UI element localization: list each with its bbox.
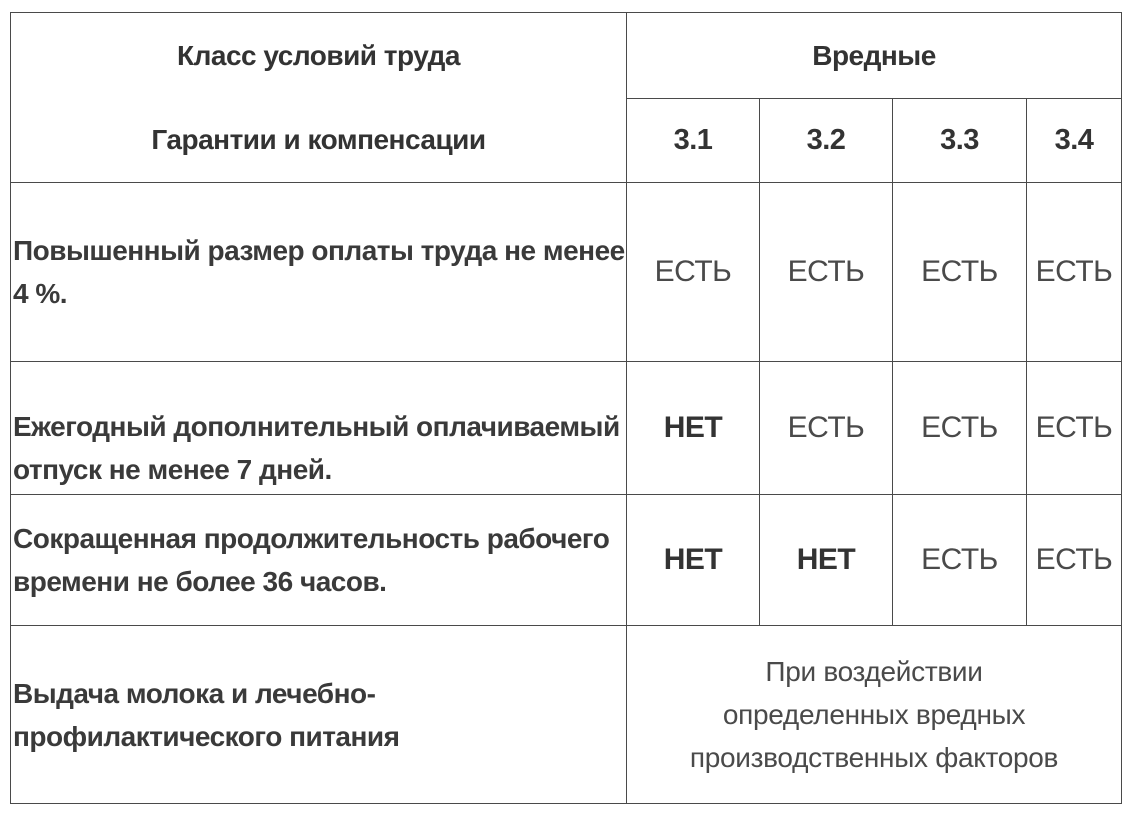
cell-value: НЕТ bbox=[627, 362, 760, 495]
table-row bbox=[11, 626, 1122, 804]
cell-value: ЕСТЬ bbox=[627, 183, 760, 362]
row-label-reduced-hours: Сокращенная продолжительность рабочего времени не более 36 часов. bbox=[11, 495, 627, 626]
cell-value: ЕСТЬ bbox=[1027, 495, 1122, 626]
table-row bbox=[11, 362, 1122, 495]
header-class-3-2: 3.2 bbox=[760, 99, 893, 183]
cell-value: ЕСТЬ bbox=[760, 362, 893, 495]
header-guarantees-compensations: Гарантии и компенсации bbox=[151, 123, 486, 155]
cell-value: ЕСТЬ bbox=[893, 495, 1027, 626]
cell-value: ЕСТЬ bbox=[1027, 183, 1122, 362]
merged-note-cell bbox=[627, 626, 1122, 804]
cell-value: ЕСТЬ bbox=[760, 183, 893, 362]
cell-value: ЕСТЬ bbox=[893, 362, 1027, 495]
cell-value: ЕСТЬ bbox=[893, 183, 1027, 362]
note-line: При воздействии bbox=[765, 656, 983, 687]
header-working-conditions-class: Класс условий труда bbox=[177, 39, 460, 71]
row-label-pay-increase: Повышенный размер оплаты труда не менее 4 %. bbox=[11, 183, 627, 362]
header-class-3-1: 3.1 bbox=[627, 99, 760, 183]
header-group-harmful: Вредные bbox=[627, 13, 1122, 99]
table-row bbox=[11, 495, 1122, 626]
table-row bbox=[11, 183, 1122, 362]
cell-value: НЕТ bbox=[760, 495, 893, 626]
guarantees-table bbox=[10, 12, 1122, 804]
note-line: производственных факторов bbox=[689, 742, 1059, 773]
header-class-3-3: 3.3 bbox=[893, 99, 1027, 183]
row-label-extra-leave: Ежегодный дополнительный оплачиваемый отпуск не менее 7 дней. bbox=[11, 362, 627, 495]
header-class-3-4: 3.4 bbox=[1027, 99, 1122, 183]
header-left-cell bbox=[11, 13, 627, 183]
row-label-milk-nutrition: Выдача молока и лечебно-профилактического питания bbox=[11, 626, 627, 804]
note-line: определенных вредных bbox=[722, 699, 1026, 730]
cell-value: ЕСТЬ bbox=[1027, 362, 1122, 495]
cell-value: НЕТ bbox=[627, 495, 760, 626]
